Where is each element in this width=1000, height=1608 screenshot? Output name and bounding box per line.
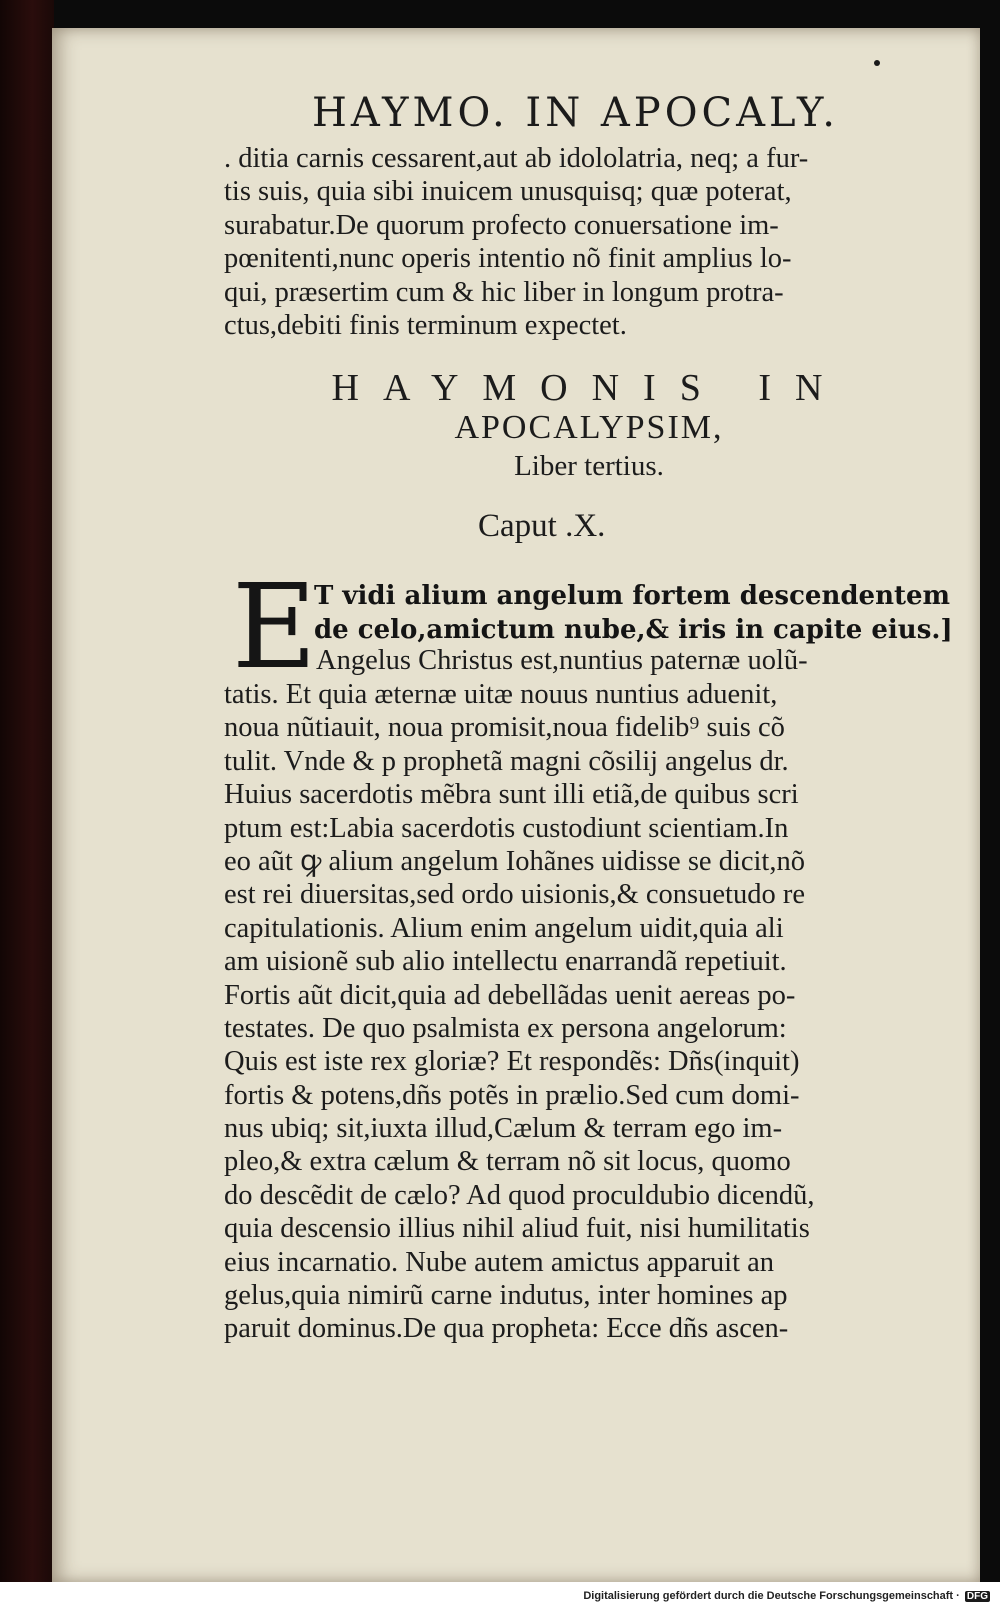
text-line: capitulationis. Alium enim angelum uidit,quia ali: [224, 912, 784, 944]
text-line: do descẽdit de cælo? Ad quod proculdubio dicendũ,: [224, 1179, 815, 1211]
text-line: surabatur.De quorum profecto conuersatione im-: [224, 209, 779, 241]
book-title-line3: Liber tertius.: [514, 450, 664, 482]
book-binding: [0, 0, 54, 1582]
text-line: ptum est:Labia sacerdotis custodiunt scientiam.In: [224, 812, 789, 844]
book-title-line2: APOCALYPSIM,: [454, 409, 724, 446]
text-line: pœnitenti,nunc operis intentio nõ finit amplius lo-: [224, 243, 792, 275]
text-line: Quis est iste rex gloriæ? Et respondẽs: Dñs(inquit): [224, 1046, 800, 1078]
text-line: eius incarnatio. Nube autem amictus apparuit an: [224, 1246, 775, 1278]
text-line: est rei diuersitas,sed ordo uisionis,& consuetudo re: [224, 879, 805, 911]
text-line: Fortis aũt dicit,quia ad debellãdas uenit aereas po-: [224, 979, 796, 1011]
dfg-logo: DFG: [966, 1591, 988, 1602]
commentary-paragraph: [224, 678, 954, 1346]
intro-paragraph: [224, 142, 954, 342]
text-line: pleo,& extra cælum & terram nõ sit locus, quomo: [224, 1146, 791, 1178]
chapter-heading: Caput .X.: [478, 508, 606, 544]
running-head: HAYMO. IN APOCALY.: [312, 90, 839, 136]
lemma-line: de celo,amictum nube,& iris in capite eius.]: [314, 615, 953, 645]
drop-cap: E: [232, 560, 317, 695]
text-line: . ditia carnis cessarent,aut ab idololatria, neq; a fur-: [224, 143, 809, 174]
text-line: gelus,quia nimirũ carne indutus, inter homines ap: [224, 1280, 788, 1312]
text-line: qui, præsertim cum & hic liber in longum protra-: [224, 276, 784, 308]
text-line: quia descensio illius nihil aliud fuit, nisi humilitatis: [224, 1213, 810, 1245]
lemma-line: T vidi alium angelum fortem descendentem: [314, 581, 951, 611]
book-title: [224, 368, 954, 484]
text-line: nus ubiq; sit,iuxta illud,Cælum & terram ego im-: [224, 1113, 783, 1145]
text-line: eo aũt ꝙ alium angelum Iohãnes uidisse se dicit,nõ: [224, 845, 805, 877]
text-line: fortis & potens,dñs potẽs in prælio.Sed cum domi-: [224, 1079, 800, 1111]
text-line: Huius sacerdotis mẽbra sunt illi etiã,de quibus scri: [224, 779, 799, 811]
ink-dot: [874, 60, 880, 66]
indented-line: Angelus Christus est,nuntius paternæ uolũ-: [316, 645, 808, 676]
footer-credit-text: Digitalisierung gefördert durch die Deutsche Forschungsgemeinschaft ·: [583, 1590, 960, 1602]
book-title-line1: HAYMONIS IN: [331, 367, 847, 409]
text-line: am uisionẽ sub alio intellectu enarrandã repetiuit.: [224, 946, 787, 978]
footer-credit: [583, 1590, 990, 1602]
text-line: tatis. Et quia æternæ uitæ nouus nuntius aduenit,: [224, 679, 778, 710]
text-line: paruit dominus.De qua propheta: Ecce dñs ascen-: [224, 1313, 789, 1345]
text-line: testates. De quo psalmista ex persona angelorum:: [224, 1012, 787, 1044]
text-line: tis suis, quia sibi inuicem unusquisq; quæ poterat,: [224, 176, 792, 208]
text-line: ctus,debiti finis terminum expectet.: [224, 309, 627, 341]
text-line: tulit. Vnde & p prophetã magni cõsilij angelus dr.: [224, 745, 789, 777]
text-line: noua nũtiauit, noua promisit,noua fidelib⁹ suis cõ: [224, 712, 785, 744]
